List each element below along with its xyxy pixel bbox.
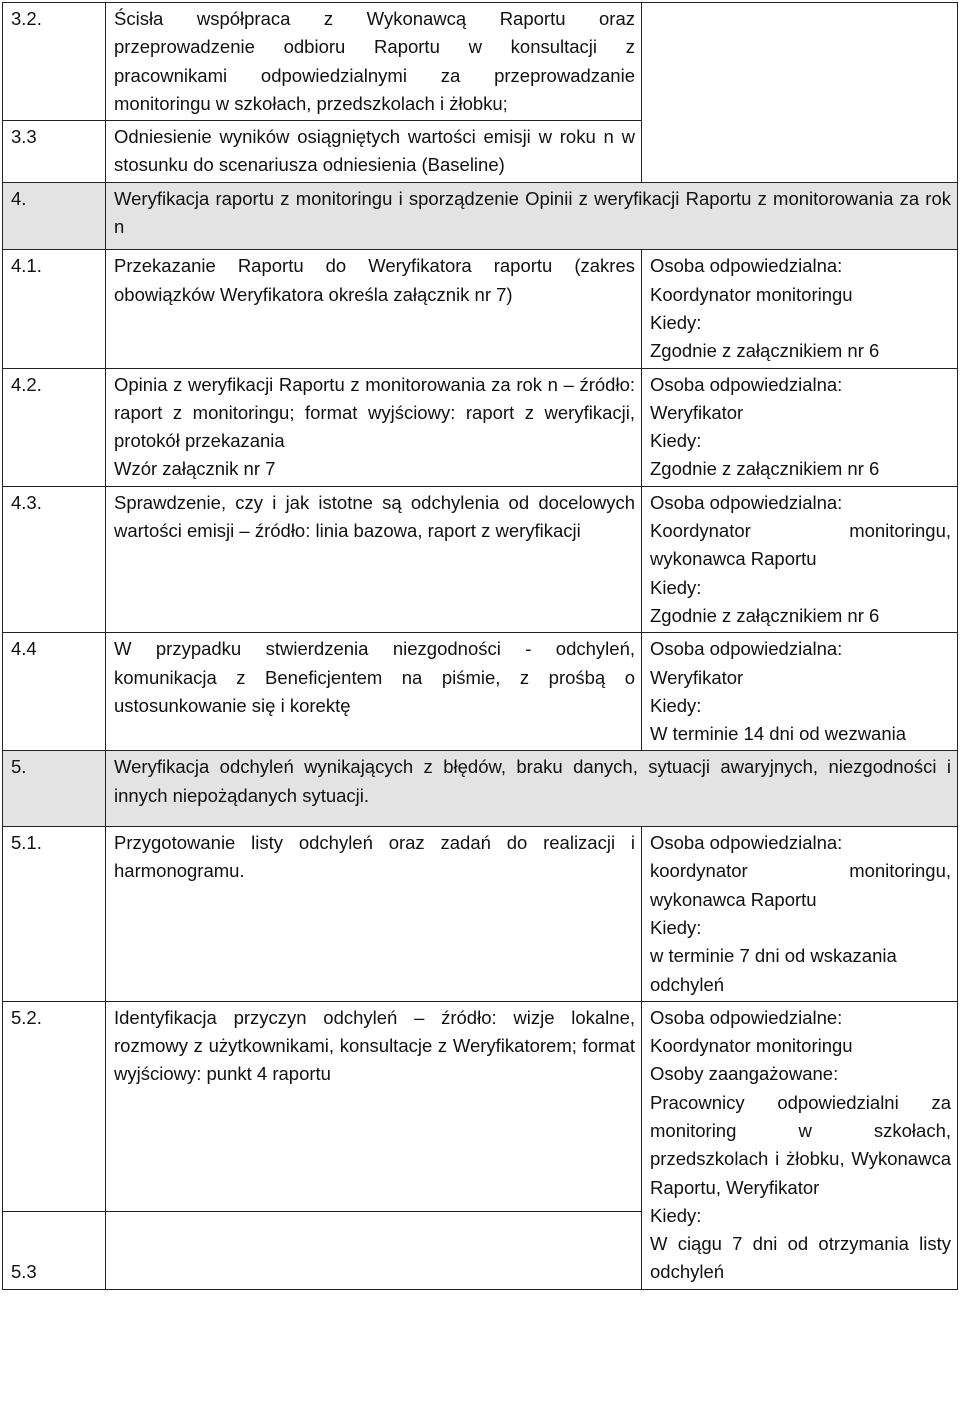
table-row (3, 368, 958, 486)
row-description (106, 368, 642, 486)
responsible-label: Osoba odpowiedzialna: (650, 373, 843, 395)
when-value: W terminie 14 dni od wezwania (650, 723, 907, 745)
row-description: Przekazanie Raportu do Weryfikatora raportu (zakres obowiązków Weryfikatora określa załącznik nr 7) (106, 250, 642, 368)
when-value: Zgodnie z załącznikiem nr 6 (650, 458, 880, 480)
row-number: 4.4 (3, 633, 106, 751)
row-number: 3.3 (3, 121, 106, 183)
responsible-value: Weryfikator (650, 666, 744, 688)
row-number: 5.3 (3, 1211, 106, 1289)
responsible-value: koordynator monitoringu, wykonawca Raportu (650, 860, 951, 910)
row-description: W przypadku stwierdzenia niezgodności - odchyleń, komunikacja z Beneficjentem na piśmie, z prośbą o ustosunkowanie się i korektę (106, 633, 642, 751)
row-responsibility-empty (642, 3, 958, 183)
row-number: 4.2. (3, 368, 106, 486)
responsible-value: Koordynator monitoringu, wykonawca Raportu (650, 520, 951, 570)
table-row (3, 827, 958, 1002)
row-description: Odniesienie wyników osiągniętych wartości emisji w roku n w stosunku do scenariusza odniesienia (Baseline) (106, 121, 642, 183)
row-description: Ścisła współpraca z Wykonawcą Raportu oraz przeprowadzenie odbioru Raportu w konsultacji z pracownikami odpowiedzialnymi za przeprowadzanie monitoringu w szkołach, przedszkolach i żłobku; (106, 3, 642, 121)
when-value: Zgodnie z załącznikiem nr 6 (650, 340, 880, 362)
row-description: Sprawdzenie, czy i jak istotne są odchylenia od docelowych wartości emisji – źródło: linia bazowa, raport z weryfikacji (106, 486, 642, 632)
row-number: 5.2. (3, 1001, 106, 1211)
when-label: Kiedy: (650, 576, 702, 598)
description-main: Opinia z weryfikacji Raportu z monitorowania za rok n – źródło: raport z monitoringu; format wyjściowy: raport z weryfikacji, protokół przekazania (114, 373, 635, 452)
when-value: Zgodnie z załącznikiem nr 6 (650, 604, 880, 626)
row-responsibility (642, 633, 958, 751)
involved-label: Osoby zaangażowane: (650, 1063, 839, 1085)
description-extra: Wzór załącznik nr 7 (114, 458, 276, 480)
row-description-empty (106, 1211, 642, 1289)
when-value: w terminie 7 dni od wskazania odchyleń (650, 945, 897, 995)
row-description: Przygotowanie listy odchyleń oraz zadań do realizacji i harmonogramu. (106, 827, 642, 1002)
row-number: 4.1. (3, 250, 106, 368)
when-label: Kiedy: (650, 694, 702, 716)
responsible-value: Weryfikator (650, 401, 744, 423)
row-number: 5.1. (3, 827, 106, 1002)
when-value: W ciągu 7 dni od otrzymania listy odchyleń (650, 1233, 951, 1283)
section-title: Weryfikacja raportu z monitoringu i sporządzenie Opinii z weryfikacji Raportu z monitorowania za rok n (106, 182, 958, 250)
when-label: Kiedy: (650, 430, 702, 452)
row-responsibility (642, 368, 958, 486)
responsible-label: Osoba odpowiedzialna: (650, 832, 843, 854)
table-row (3, 633, 958, 751)
row-responsibility (642, 486, 958, 632)
responsible-label: Osoba odpowiedzialna: (650, 638, 843, 660)
table-row (3, 250, 958, 368)
responsible-value: Koordynator monitoringu (650, 1035, 853, 1057)
row-responsibility (642, 827, 958, 1002)
table-row (3, 3, 958, 121)
section-row (3, 751, 958, 827)
involved-value: Pracownicy odpowiedzialni za monitoring w szkołach, przedszkolach i żłobku, Wykonawca Raportu, Weryfikator (650, 1091, 951, 1198)
section-row (3, 182, 958, 250)
row-responsibility (642, 250, 958, 368)
responsible-label: Osoba odpowiedzialna: (650, 255, 843, 277)
row-description: Identyfikacja przyczyn odchyleń – źródło: wizje lokalne, rozmowy z użytkownikami, konsultacje z Weryfikatorem; format wyjściowy: punkt 4 raportu (106, 1001, 642, 1211)
responsible-label: Osoba odpowiedzialna: (650, 491, 843, 513)
section-title: Weryfikacja odchyleń wynikających z błędów, braku danych, sytuacji awaryjnych, niezgodności i innych niepożądanych sytuacji. (106, 751, 958, 827)
when-label: Kiedy: (650, 311, 702, 333)
table-row (3, 1001, 958, 1211)
row-number: 3.2. (3, 3, 106, 121)
procedure-table (2, 2, 958, 1290)
row-number: 4.3. (3, 486, 106, 632)
responsible-label: Osoba odpowiedzialne: (650, 1006, 843, 1028)
responsible-value: Koordynator monitoringu (650, 283, 853, 305)
row-responsibility (642, 1001, 958, 1289)
when-label: Kiedy: (650, 916, 702, 938)
section-number: 4. (3, 182, 106, 250)
section-number: 5. (3, 751, 106, 827)
when-label: Kiedy: (650, 1204, 702, 1226)
table-row (3, 486, 958, 632)
